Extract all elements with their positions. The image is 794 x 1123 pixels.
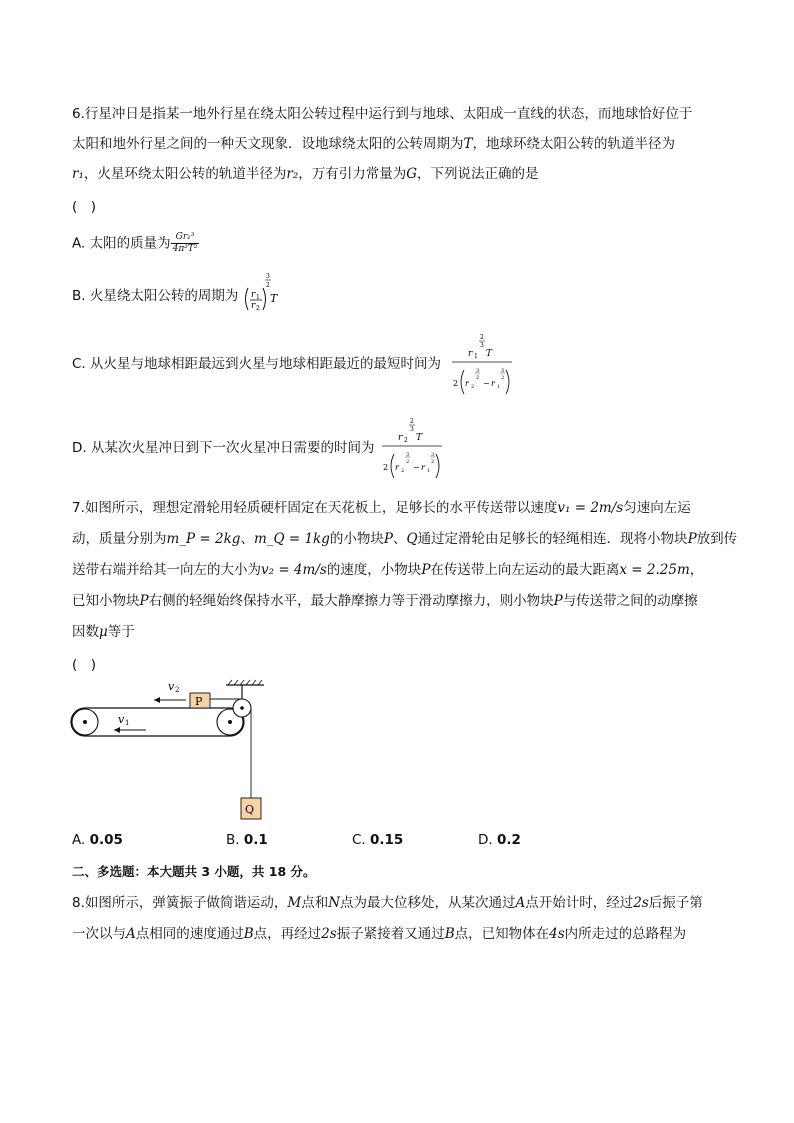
svg-text:3: 3 — [266, 273, 270, 280]
q8-text: 点，再经过 — [253, 926, 322, 942]
option-label: C. 从火星与地球相距最远到火星与地球相距最近的最短时间为 — [72, 356, 442, 372]
q7-answer-paren: ( ) — [72, 657, 97, 673]
q6-stem-line1 — [72, 104, 692, 124]
option-label: D. 从某次火星冲日到下一次火星冲日需要的时间为 — [72, 440, 375, 456]
q7-text: 已知小物块 — [72, 593, 140, 609]
var-Q: Q — [406, 531, 418, 547]
svg-text:2: 2 — [453, 379, 459, 388]
svg-text:r: r — [251, 290, 256, 300]
q8-text: 后振子第 — [648, 895, 703, 911]
q7-figure-conveyor-pulley — [68, 674, 278, 824]
q6-option-c-formula — [450, 330, 514, 398]
q6-answer-paren: ( ) — [72, 199, 97, 215]
q7-text: ， — [689, 562, 704, 578]
var-T: T — [270, 292, 278, 305]
math-v2: v₂ = 4m/s — [261, 562, 327, 578]
q7-choice-b[interactable] — [226, 830, 268, 850]
fraction — [171, 232, 200, 255]
q8-text: 点开始计时，经过 — [525, 895, 634, 911]
q7-stem-line4 — [72, 591, 698, 611]
svg-text:r: r — [465, 379, 469, 388]
svg-text:3: 3 — [406, 452, 410, 458]
q7-choice-c[interactable] — [352, 830, 403, 850]
svg-text:3: 3 — [431, 452, 435, 458]
svg-text:v: v — [168, 680, 175, 693]
math-x: x = 2.25m — [619, 562, 690, 578]
q7-text: 匀速向左运 — [623, 500, 691, 516]
var-M: M — [287, 895, 302, 911]
section-heading-multiple-choice: 二、多选题：本大题共 3 小题，共 18 分。 — [72, 864, 316, 879]
q7-choice-d[interactable] — [478, 830, 521, 850]
svg-text:2: 2 — [471, 384, 475, 390]
q8-text: 8.如图所示，弹簧振子做简谐运动， — [72, 895, 288, 911]
q7-text: 因数 — [72, 624, 99, 640]
svg-text:1: 1 — [125, 719, 130, 727]
fraction-numerator: Gr₁³ — [171, 232, 200, 244]
q7-text: 通过定滑轮由足够长的轻绳相连．现将小物块 — [417, 531, 688, 547]
var-P: P — [687, 531, 697, 547]
q8-text: 一次以与 — [72, 926, 126, 942]
q6-text: ，地球环绕太阳公转的轨道半径为 — [472, 136, 676, 152]
q6-option-b-formula — [242, 270, 282, 316]
svg-text:2: 2 — [480, 334, 484, 341]
q8-text: 点为最大位移处，从某次通过 — [340, 895, 516, 911]
var-r1: r₁ — [72, 166, 84, 182]
choice-letter: D. — [478, 832, 493, 848]
svg-text:3: 3 — [480, 342, 484, 349]
option-label: A. 太阳的质量为 — [72, 235, 171, 252]
svg-text:1: 1 — [497, 384, 501, 390]
var-A: A — [515, 895, 526, 911]
conveyor-belt — [71, 708, 244, 736]
q7-text: 的小物块 — [329, 531, 384, 547]
svg-text:2: 2 — [256, 305, 260, 312]
math-2s: 2s — [633, 895, 649, 911]
svg-text:1: 1 — [256, 294, 260, 301]
var-P: P — [383, 531, 393, 547]
svg-text:3: 3 — [410, 426, 414, 433]
svg-text:−: − — [483, 379, 490, 388]
option-label: B. 火星绕太阳公转的周期为 — [72, 288, 239, 304]
q8-text: 点相同的速度通过 — [135, 926, 244, 942]
svg-text:2: 2 — [404, 437, 408, 444]
svg-text:r: r — [251, 301, 256, 311]
q7-text: 、 — [240, 531, 254, 547]
var-P: P — [421, 562, 431, 578]
q7-stem-line2 — [72, 529, 737, 549]
q7-text: 放到传 — [696, 531, 738, 547]
math-2s: 2s — [321, 926, 337, 942]
q6-text: 6.行星冲日是指某一地外行星在绕太阳公转过程中运行到与地球、太阳成一直线的状态，而地球恰好位于 — [72, 106, 693, 122]
var-r2: r₂ — [286, 166, 299, 182]
svg-text:r: r — [491, 379, 495, 388]
svg-text:r: r — [468, 349, 473, 359]
q6-text: ，火星环绕太阳公转的轨道半径为 — [83, 166, 287, 182]
q7-stem-line1 — [72, 498, 691, 518]
var-mu: μ — [99, 624, 108, 640]
svg-text:T: T — [416, 433, 423, 443]
svg-text:3: 3 — [476, 368, 480, 374]
q7-text: 送带右端并给其一向左的大小为 — [72, 562, 261, 578]
q8-stem-line2 — [72, 924, 686, 944]
q7-text: 在传送带上向左运动的最大距离 — [430, 562, 620, 578]
q6-option-d-formula — [380, 414, 444, 482]
svg-text:2: 2 — [501, 375, 505, 381]
math-mp: m_P = 2kg — [166, 531, 241, 547]
q7-text: 与传送带之间的动摩擦 — [562, 593, 698, 609]
svg-text:2: 2 — [266, 282, 270, 289]
svg-text:2: 2 — [476, 375, 480, 381]
q6-text: ，万有引力常量为 — [298, 166, 407, 182]
q6-option-b[interactable] — [72, 286, 238, 306]
var-A: A — [126, 926, 136, 942]
q8-text: 点，已知物体在 — [454, 926, 550, 942]
choice-value: 0.1 — [243, 832, 268, 848]
svg-text:r: r — [398, 433, 403, 443]
choice-letter: C. — [352, 832, 366, 848]
q6-stem-line3 — [72, 164, 539, 184]
svg-text:2: 2 — [406, 459, 410, 465]
choice-letter: B. — [226, 832, 240, 848]
var-T: T — [463, 136, 473, 152]
svg-text:1: 1 — [474, 353, 478, 360]
q7-stem-line3 — [72, 560, 703, 580]
v1-arrow — [114, 713, 146, 733]
q7-choice-a[interactable] — [72, 830, 123, 850]
var-P: P — [553, 593, 563, 609]
q7-text: 7.如图所示，理想定滑轮用轻质硬杆固定在天花板上，足够长的水平传送带以速度 — [72, 500, 558, 516]
block-q-label: Q — [245, 803, 255, 816]
q7-text: 右侧的轻绳始终保持水平，最大静摩擦力等于滑动摩擦力，则小物块 — [148, 593, 554, 609]
math-4s: 4s — [549, 926, 565, 942]
math-v1: v₁ = 2m/s — [557, 500, 624, 516]
q7-stem-line5 — [72, 622, 135, 642]
q6-option-c[interactable] — [72, 354, 441, 374]
svg-text:2: 2 — [410, 418, 414, 425]
block-p-label: P — [195, 695, 203, 708]
svg-text:2: 2 — [383, 463, 389, 472]
math-mq: m_Q = 1kg — [253, 531, 330, 547]
choice-value: 0.2 — [496, 832, 521, 848]
q6-text: 太阳和地外行星之间的一种天文现象．设地球绕太阳的公转周期为 — [72, 136, 464, 152]
q8-stem-line1 — [72, 893, 703, 913]
q8-text: 内所走过的总路程为 — [564, 926, 687, 942]
var-P: P — [139, 593, 149, 609]
q8-text: 点和 — [301, 895, 329, 911]
svg-text:2: 2 — [401, 468, 405, 474]
q7-text: 等于 — [107, 624, 135, 640]
q6-option-d[interactable] — [72, 438, 374, 458]
q6-text: ，下列说法正确的是 — [417, 166, 539, 182]
var-N: N — [328, 895, 341, 911]
svg-text:2: 2 — [175, 686, 180, 694]
svg-text:r: r — [421, 463, 425, 472]
q7-text: 、 — [392, 531, 407, 547]
q7-text: 的速度，小物块 — [326, 562, 422, 578]
choice-value: 0.15 — [370, 832, 404, 848]
svg-text:1: 1 — [427, 468, 431, 474]
v2-arrow — [154, 680, 186, 703]
q7-text: 动，质量分别为 — [72, 531, 167, 547]
svg-text:3: 3 — [501, 368, 505, 374]
svg-text:v: v — [118, 713, 125, 726]
q6-stem-line2 — [72, 134, 675, 154]
svg-text:2: 2 — [431, 459, 435, 465]
q6-option-a[interactable] — [72, 232, 199, 255]
svg-text:−: − — [413, 463, 420, 472]
var-B: B — [444, 926, 455, 942]
choice-value: 0.05 — [89, 832, 123, 848]
choice-letter: A. — [72, 832, 86, 848]
var-G: G — [406, 166, 418, 182]
fraction-denominator: 4π²T² — [172, 244, 198, 254]
svg-text:r: r — [395, 463, 399, 472]
var-B: B — [243, 926, 254, 942]
q8-text: 振子紧接着又通过 — [336, 926, 445, 942]
svg-text:T: T — [486, 349, 493, 359]
